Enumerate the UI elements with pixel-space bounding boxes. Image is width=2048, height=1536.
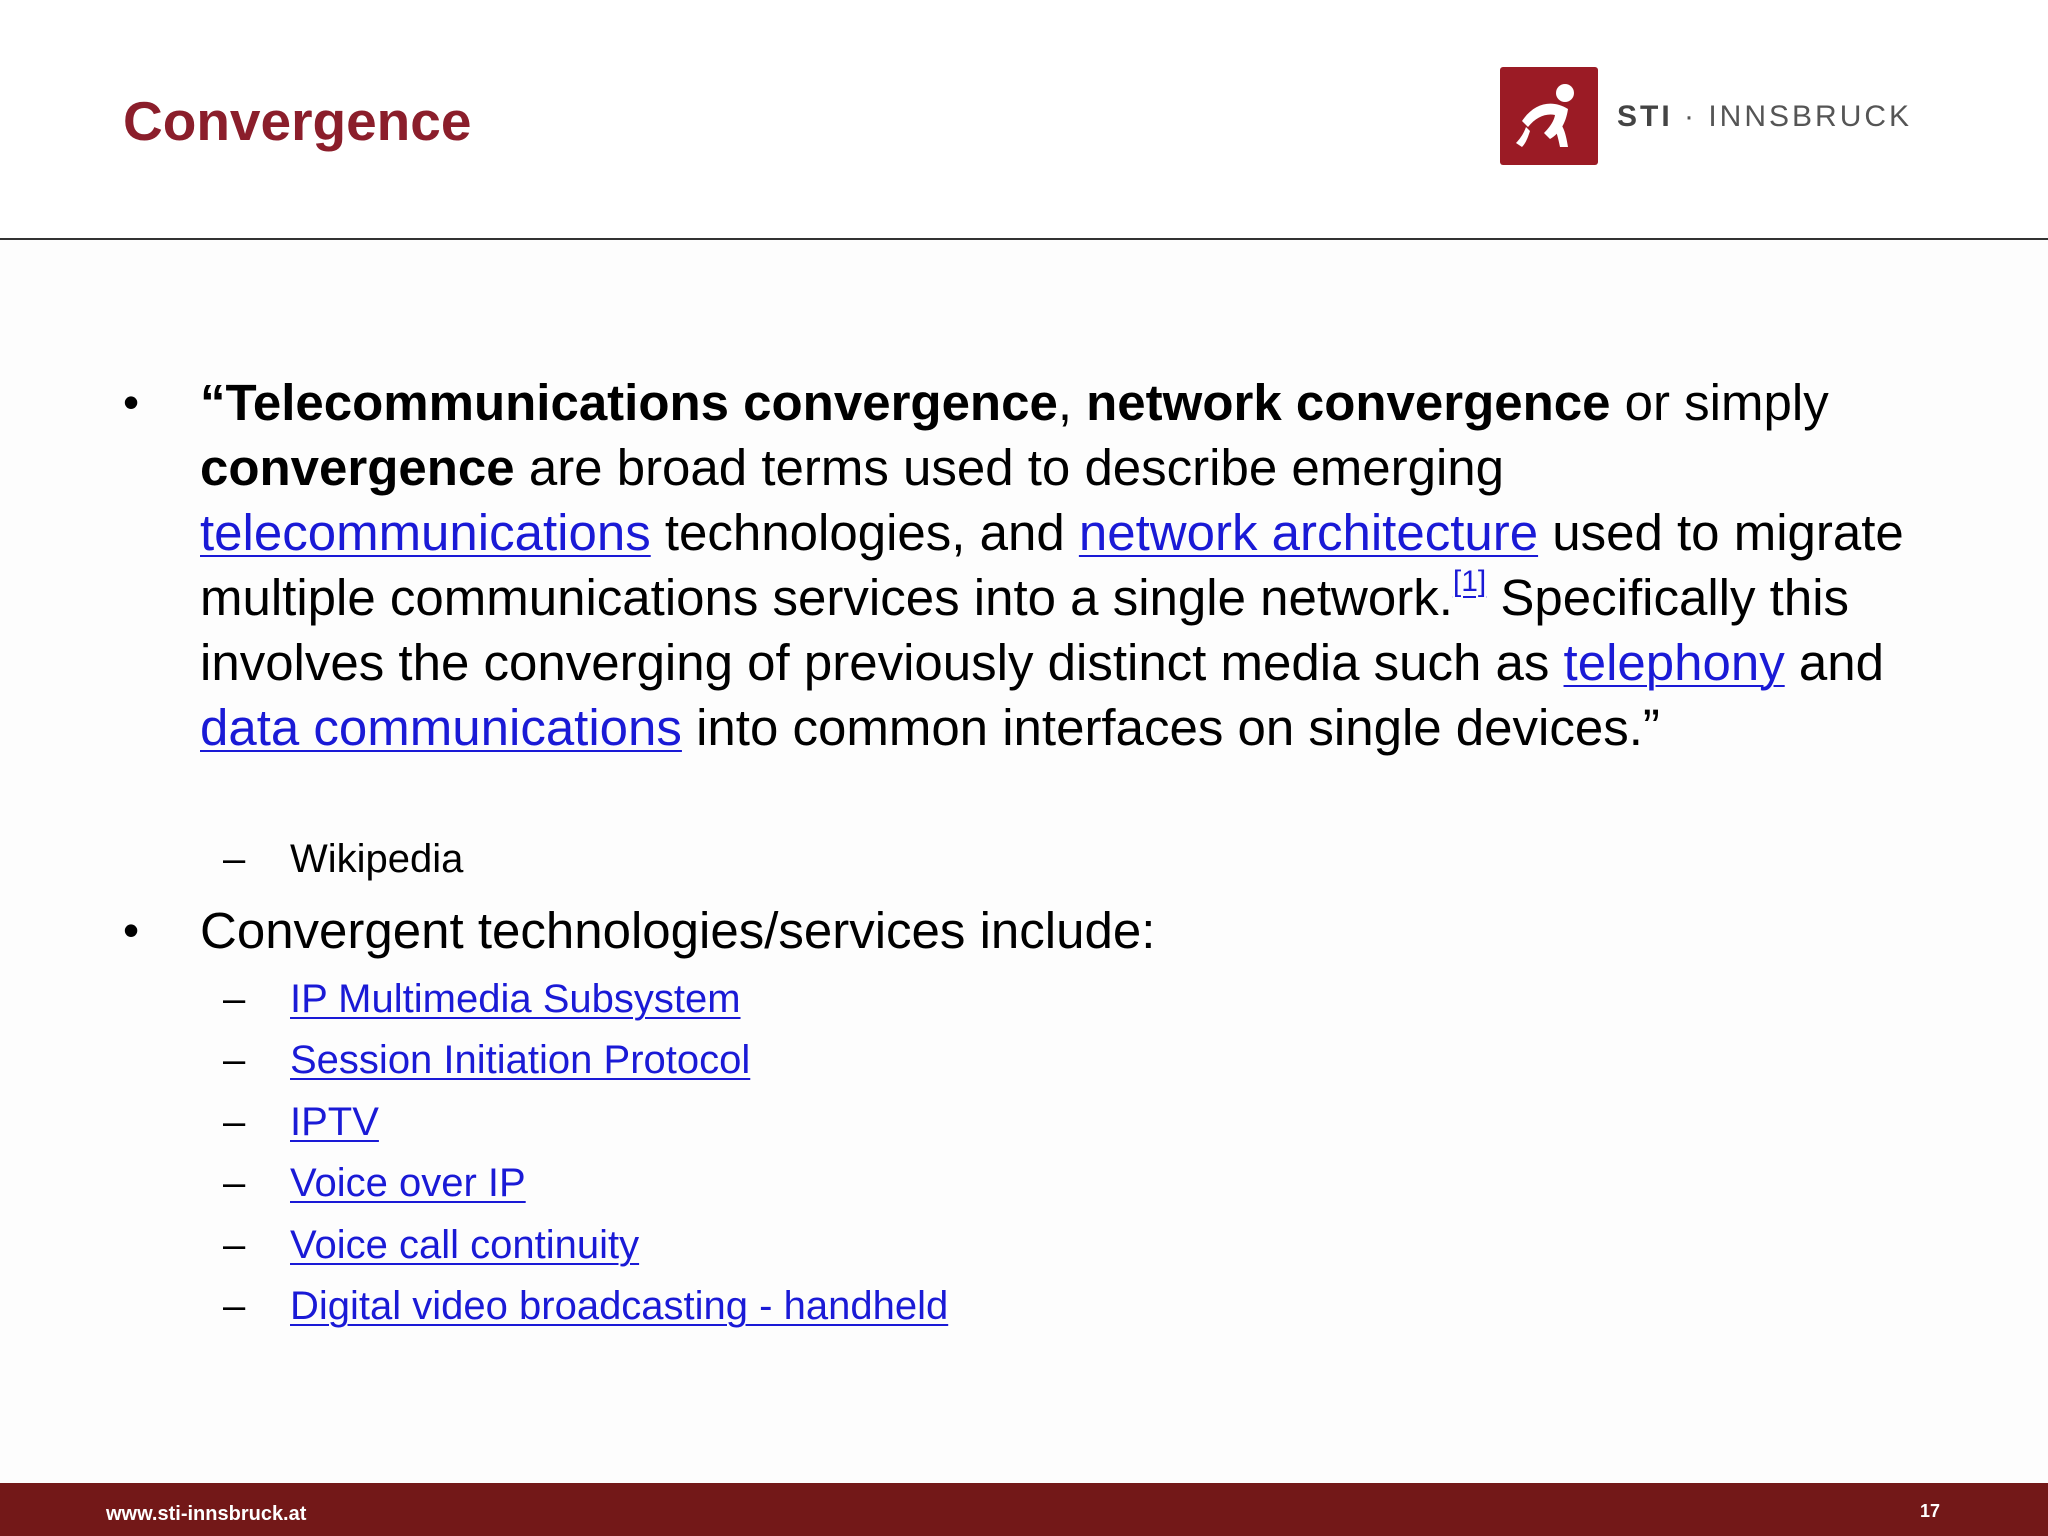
dash-marker: – (223, 1161, 246, 1205)
link-network-architecture[interactable]: network architecture (1078, 504, 1539, 561)
term-telecom-convergence: Telecommunications convergence (225, 374, 1058, 431)
logo-text: STI · INNSBRUCK (1617, 100, 1913, 133)
person-figure-icon (1500, 67, 1598, 165)
sti-innsbruck-logo (1500, 67, 1913, 166)
link-ip-multimedia-subsystem[interactable]: IP Multimedia Subsystem (290, 977, 741, 1021)
link-voice-over-ip[interactable]: Voice over IP (290, 1161, 526, 1205)
dash-marker: – (223, 977, 246, 1021)
term-convergence: convergence (200, 439, 515, 496)
link-voice-call-continuity[interactable]: Voice call continuity (290, 1223, 640, 1267)
term-network-convergence: network convergence (1086, 374, 1611, 431)
dash-marker: – (223, 837, 246, 881)
dash-marker: – (223, 1038, 246, 1082)
footer-url: www.sti-innsbruck.at (106, 1503, 307, 1525)
quote-source: Wikipedia (290, 837, 464, 881)
link-data-communications[interactable]: data communications (200, 699, 682, 756)
link-session-initiation-protocol[interactable]: Session Initiation Protocol (290, 1038, 751, 1082)
dash-marker: – (223, 1284, 246, 1328)
citation-link[interactable]: [1] (1452, 565, 1487, 598)
bullet-marker: • (123, 904, 140, 956)
slide-footer (0, 1483, 2048, 1536)
link-iptv[interactable]: IPTV (290, 1100, 379, 1144)
page-number: 17 (1920, 1501, 1941, 1521)
logo-mark (1500, 67, 1598, 165)
header-divider (0, 238, 2048, 240)
slide-title: Convergence (123, 90, 472, 152)
dash-marker: – (223, 1100, 246, 1144)
quote-paragraph: “Telecommunications convergence, network convergence or simply convergence are broad terms used to describe emerging telecommunications technologies, and network architecture used to migrate multiple communications services into a single network.[1] Specifically this involves the converging of previously distinct media such as telephony and data communications into common interfaces on single devices.” (200, 374, 1904, 756)
link-dvb-handheld[interactable]: Digital video broadcasting - handheld (290, 1284, 949, 1328)
bullet-marker: • (123, 376, 140, 428)
dash-marker: – (223, 1223, 246, 1267)
link-telephony[interactable]: telephony (1563, 634, 1785, 691)
link-telecommunications[interactable]: telecommunications (200, 504, 651, 561)
list-intro: Convergent technologies/services include: (200, 902, 1156, 959)
